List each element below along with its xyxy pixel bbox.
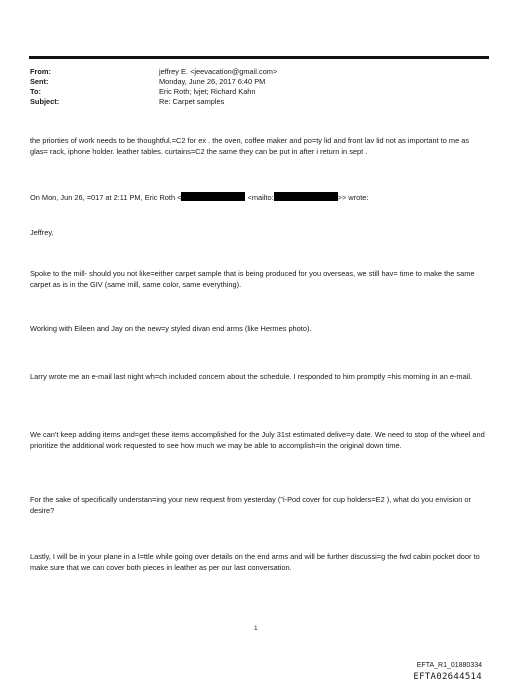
bates-number-2: EFTA02644514 bbox=[413, 672, 482, 682]
header-rule bbox=[29, 56, 489, 59]
bates-number-1: EFTA_R1_01880334 bbox=[416, 662, 482, 669]
from-label: From: bbox=[30, 67, 51, 76]
body-paragraph-3: Working with Eileen and Jay on the new=y styled divan end arms (like Hermes photo). bbox=[30, 324, 312, 333]
email-header bbox=[30, 67, 277, 107]
subject-label: Subject: bbox=[30, 97, 60, 106]
quote-end: >> wrote: bbox=[337, 193, 369, 202]
body-paragraph-1: the priorties of work needs to be thoughtful.=C2 for ex . the oven, coffee maker and po=ty lid and front lav lid not as important to me as glas= rack, iphone holder. leather tables. curtains=C2 the same they can be put in after i return in sept . bbox=[30, 136, 470, 156]
greeting: Jeffrey, bbox=[30, 228, 54, 237]
quote-line bbox=[30, 192, 488, 204]
sent-row bbox=[30, 77, 277, 87]
body-paragraph-6: For the sake of specifically understan=ing your new request from yesterday ("i-Pod cover for cup holders=E2 ), what do you envision or desire? bbox=[30, 495, 471, 515]
body-paragraph-4: Larry wrote me an e-mail last night wh=ch included concern about the schedule. I responded to him promptly =his morning in an e-mail. bbox=[30, 372, 473, 381]
body-paragraph-5: We can't keep adding items and=get these items accomplished for the July 31st estimated delive=y date. We need to stop of the wheel and prioritize the additional work requested to see how much we may be able to accomplish=in the original down time. bbox=[30, 430, 485, 450]
subject-value: Re: Carpet samples bbox=[159, 97, 225, 106]
to-label: To: bbox=[30, 87, 41, 96]
from-row bbox=[30, 67, 277, 77]
redaction-bar bbox=[181, 192, 245, 201]
body-paragraph-2: Spoke to the mill- should you not like=either carpet sample that is being produced for you overseas, we still hav= time to make the same carpet as is in the GIV (same mill, same color, same everything). bbox=[30, 269, 475, 289]
subject-row bbox=[30, 97, 277, 107]
body-paragraph-7: Lastly, I will be in your plane in a l=ttle while going over details on the end arms and will be further discussi=g the fwd cabin pocket door to make sure that we can cover both pieces in leather as per our last conversation. bbox=[30, 552, 480, 572]
sent-label: Sent: bbox=[30, 77, 49, 86]
sent-value: Monday, June 26, 2017 6:40 PM bbox=[159, 77, 266, 86]
quote-start: On Mon, Jun 26, =017 at 2:11 PM, Eric Roth < bbox=[30, 193, 182, 202]
redaction-bar bbox=[274, 192, 338, 201]
quote-mailto: <mailto: bbox=[247, 193, 274, 202]
to-row bbox=[30, 87, 277, 97]
from-value: jeffrey E. <jeevacation@gmail.com> bbox=[159, 67, 278, 76]
page-number: 1 bbox=[254, 625, 258, 632]
to-value: Eric Roth; lvjet; Richard Kahn bbox=[159, 87, 256, 96]
